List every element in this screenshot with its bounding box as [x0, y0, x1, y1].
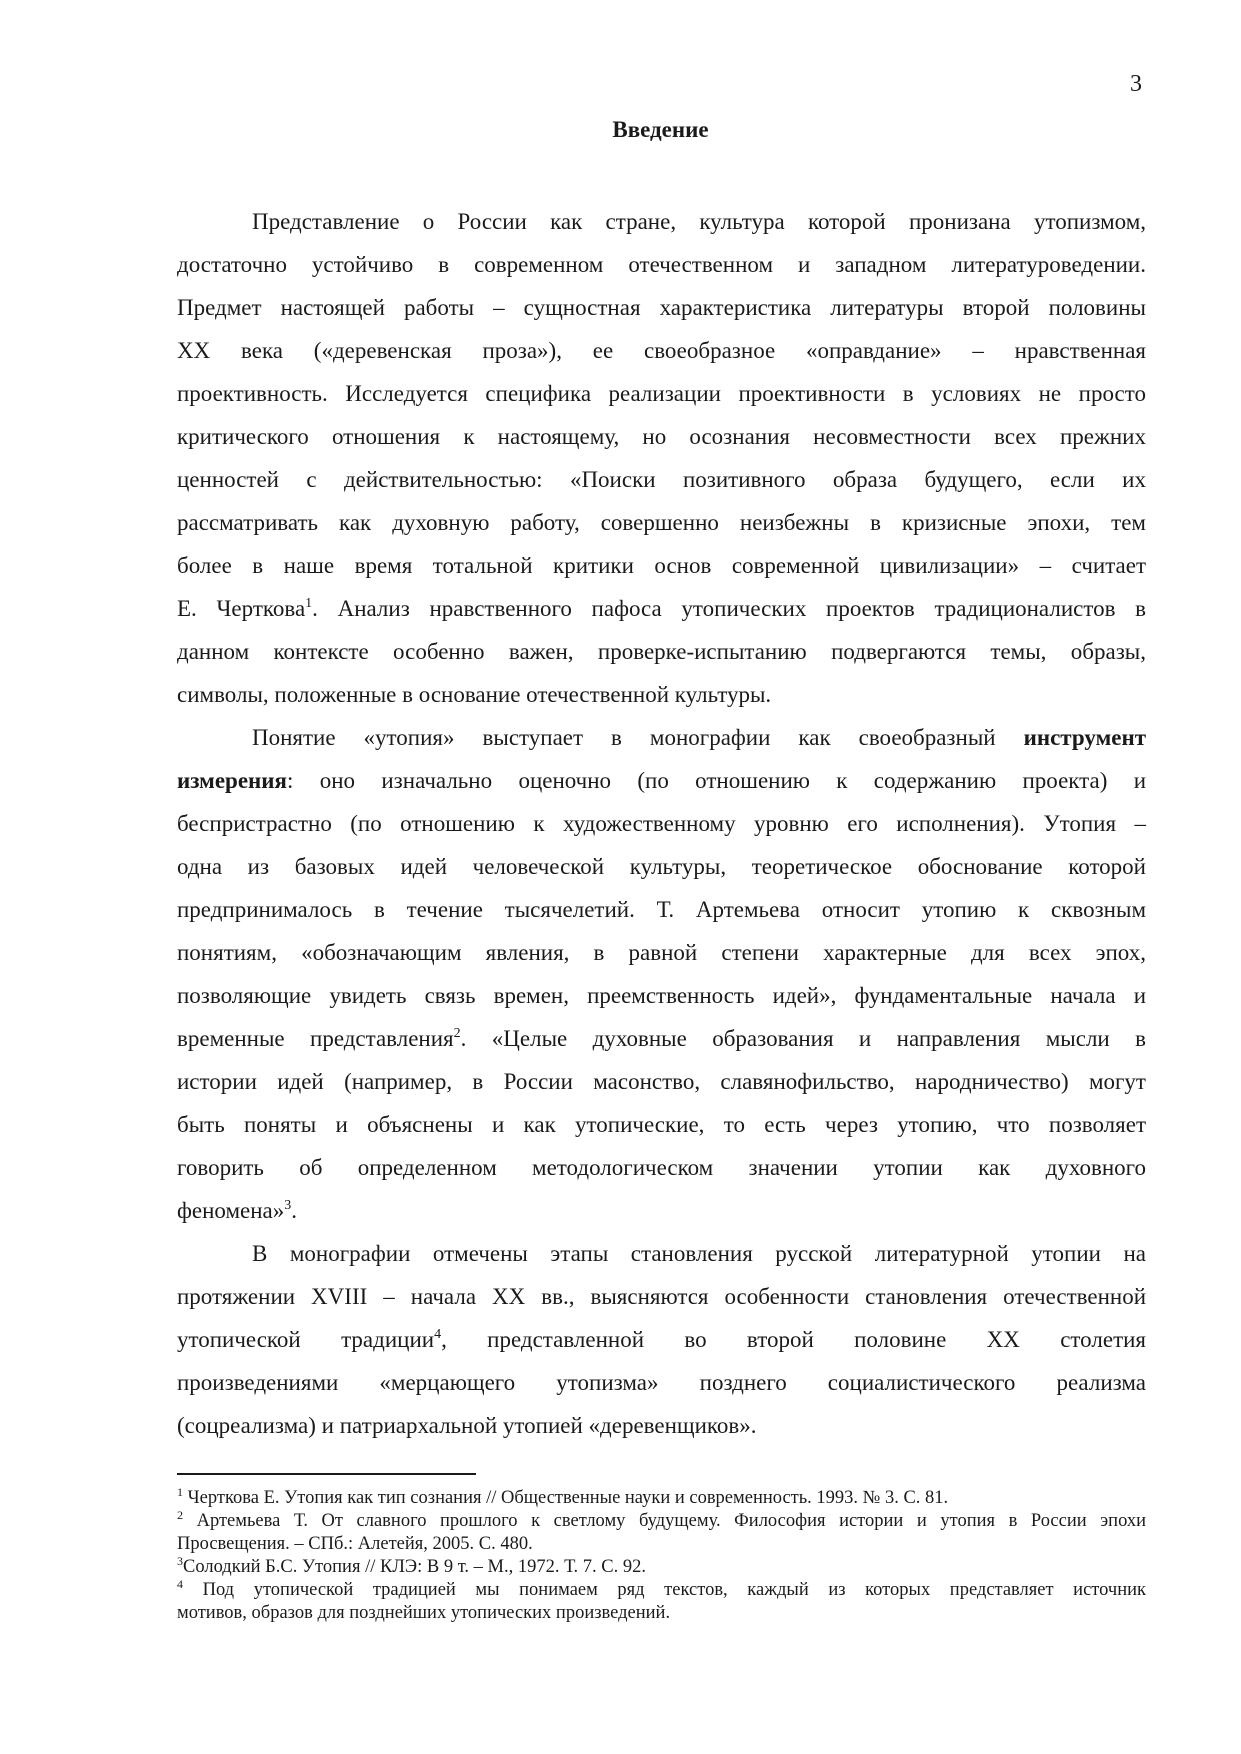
text-line: ценностей с действительностью: «Поиски позитивного образа будущего, если их	[177, 467, 1146, 492]
footnote-divider	[177, 1473, 476, 1475]
text-line: символы, положенные в основание отечественной культуры.	[177, 682, 772, 707]
text-line: критического отношения к настоящему, но осознания несовместности всех прежних	[177, 424, 1146, 449]
main-text	[177, 200, 1146, 1447]
footnotes	[177, 1487, 1146, 1625]
text-run: временные представления	[177, 1026, 454, 1051]
page-title: Введение	[612, 117, 709, 142]
text-line: быть поняты и объяснены и как утопические, то есть через утопию, что позволяет	[177, 1112, 1146, 1137]
footnote-line: мотивов, образов для позднейших утопических произведений.	[177, 1603, 671, 1623]
footnote-number: 2	[177, 1508, 183, 1522]
page-number: 3	[1130, 71, 1142, 97]
text-line: произведениями «мерцающего утопизма» позднего социалистического реализма	[177, 1370, 1146, 1395]
text-line: позволяющие увидеть связь времен, преемственность идей», фундаментальные начала и	[177, 983, 1146, 1008]
text-line	[177, 1189, 1146, 1232]
bold-term: измерения	[177, 768, 287, 793]
text-run: . Анализ нравственного пафоса утопических проектов традиционалистов в	[312, 596, 1146, 621]
text-line: понятиям, «обозначающим явления, в равной степени характерные для всех эпох,	[177, 940, 1146, 965]
text-line: В монографии отмечены этапы становления русской литературной утопии на	[252, 1241, 1146, 1266]
text-line: говорить об определенном методологическом значении утопии как духовного	[177, 1155, 1146, 1180]
text-line: беспристрастно (по отношению к художественному уровню его исполнения). Утопия –	[177, 811, 1146, 836]
footnote-line: Просвещения. – СПб.: Алетейя, 2005. С. 480.	[177, 1534, 533, 1554]
footnote-ref-4[interactable]: 4	[434, 1327, 442, 1342]
text-run: .	[291, 1198, 298, 1223]
footnote-line	[177, 1579, 1146, 1602]
text-line: одна из базовых идей человеческой культуры, теоретическое обоснование которой	[177, 854, 1146, 879]
footnote-line	[177, 1487, 1146, 1510]
text-line: более в наше время тотальной критики основ современной цивилизации» – считает	[177, 553, 1146, 578]
text-line: протяжении XVIII – начала XX вв., выясняются особенности становления отечественной	[177, 1284, 1146, 1309]
footnote-3	[177, 1556, 1146, 1579]
text-run: Понятие «утопия» выступает в монографии как своеобразный	[252, 725, 1024, 750]
footnote-4	[177, 1579, 1146, 1625]
text-line: проективность. Исследуется специфика реализации проективности в условиях не просто	[177, 381, 1146, 406]
paragraph-1	[177, 200, 1146, 716]
footnote-ref-1[interactable]: 1	[305, 596, 313, 611]
footnote-1	[177, 1487, 1146, 1510]
paragraph-3	[177, 1232, 1146, 1447]
text-line	[177, 759, 1146, 802]
footnote-ref-3[interactable]: 3	[284, 1198, 292, 1213]
text-line: рассматривать как духовную работу, совершенно неизбежны в кризисные эпохи, тем	[177, 510, 1146, 535]
footnote-ref-2[interactable]: 2	[453, 1026, 461, 1041]
text-run: феномена»	[177, 1198, 285, 1223]
footnote-text: Под утопической традицией мы понимаем ряд текстов, каждый из которых представляет источник	[202, 1580, 1147, 1600]
footnote-line	[177, 1510, 1146, 1533]
text-line: истории идей (например, в России масонство, славянофильство, народничество) могут	[177, 1069, 1146, 1094]
text-run: , представленной во второй половине ХХ столетия	[441, 1327, 1147, 1352]
text-line	[177, 587, 1146, 630]
text-line: Предмет настоящей работы – сущностная характеристика литературы второй половины	[177, 295, 1146, 320]
text-line: достаточно устойчиво в современном отечественном и западном литературоведении.	[177, 252, 1146, 277]
footnote-text: Солодкий Б.С. Утопия // КЛЭ: В 9 т. – М., 1972. Т. 7. С. 92.	[183, 1557, 646, 1577]
footnote-text: Артемьева Т. От славного прошлого к светлому будущему. Философия истории и утопия в России эпохи	[196, 1511, 1147, 1531]
footnote-line	[177, 1556, 1146, 1579]
footnote-2	[177, 1510, 1146, 1556]
footnote-number: 1	[177, 1485, 183, 1499]
text-line: ХХ века («деревенская проза»), ее своеобразное «оправдание» – нравственная	[177, 338, 1146, 363]
text-line: (соцреализма) и патриархальной утопией «деревенщиков».	[177, 1413, 757, 1438]
footnote-number: 4	[177, 1577, 183, 1591]
text-line: данном контексте особенно важен, проверке-испытанию подвергаются темы, образы,	[177, 639, 1146, 664]
text-line	[177, 1318, 1146, 1361]
text-run: . «Целые духовные образования и направления мысли в	[460, 1026, 1146, 1051]
footnote-number: 3	[177, 1554, 183, 1568]
text-line	[177, 716, 1146, 759]
text-line	[177, 1017, 1146, 1060]
text-run: : оно изначально оценочно (по отношению к содержанию проекта) и	[287, 768, 1146, 793]
text-line: Представление о России как стране, культура которой пронизана утопизмом,	[252, 209, 1146, 234]
bold-term: инструмент	[1023, 725, 1146, 750]
text-line: предпринималось в течение тысячелетий. Т. Артемьева относит утопию к сквозным	[177, 897, 1146, 922]
footnote-text: Черткова Е. Утопия как тип сознания // Общественные науки и современность. 1993. № 3. С. 81.	[187, 1488, 949, 1508]
paragraph-2	[177, 716, 1146, 1232]
text-run: утопической традиции	[177, 1327, 435, 1352]
text-run: Е. Черткова	[177, 596, 306, 621]
